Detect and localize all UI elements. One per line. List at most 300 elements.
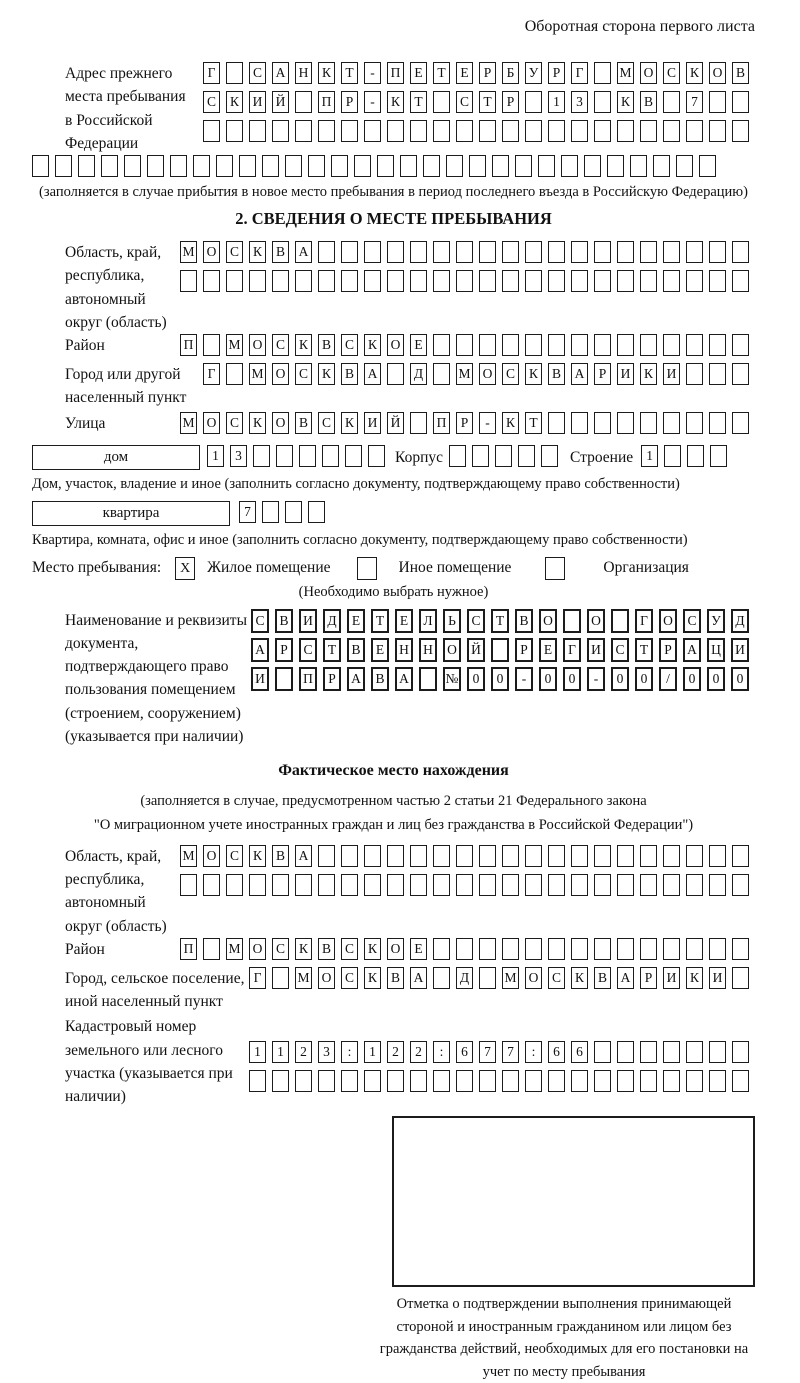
char-cell[interactable]: В [371,667,389,691]
char-cell[interactable] [299,445,316,467]
char-cell[interactable]: С [548,967,565,989]
char-cell[interactable] [617,412,634,434]
char-cell[interactable]: Р [323,667,341,691]
char-cell[interactable] [226,874,243,896]
char-cell[interactable] [341,241,358,263]
char-cell[interactable] [617,874,634,896]
char-cell[interactable]: О [525,967,542,989]
char-cell[interactable] [709,1070,726,1092]
char-cell[interactable] [709,91,726,113]
char-cell[interactable]: Г [203,62,220,84]
char-cell[interactable] [617,120,634,142]
char-cell[interactable]: № [443,667,461,691]
char-cell[interactable] [686,1070,703,1092]
char-cell[interactable] [686,120,703,142]
char-cell[interactable]: М [226,334,243,356]
char-cell[interactable] [732,967,749,989]
char-cell[interactable]: М [180,241,197,263]
char-cell[interactable]: 1 [364,1041,381,1063]
char-cell[interactable] [479,270,496,292]
char-cell[interactable]: О [318,967,335,989]
char-cell[interactable]: А [295,241,312,263]
checkbox-organizacia[interactable] [545,557,565,580]
char-cell[interactable] [732,120,749,142]
char-cell[interactable]: М [226,938,243,960]
char-cell[interactable]: Н [295,62,312,84]
char-cell[interactable]: В [515,609,533,633]
char-cell[interactable]: Е [456,62,473,84]
char-cell[interactable] [617,334,634,356]
char-cell[interactable] [709,1041,726,1063]
char-cell[interactable]: К [502,412,519,434]
char-cell[interactable] [491,638,509,662]
char-cell[interactable]: - [479,412,496,434]
char-cell[interactable]: С [341,938,358,960]
char-cell[interactable] [318,845,335,867]
char-cell[interactable] [571,845,588,867]
char-cell[interactable] [525,874,542,896]
char-cell[interactable] [479,845,496,867]
char-cell[interactable]: С [611,638,629,662]
char-cell[interactable] [663,874,680,896]
char-cell[interactable] [456,845,473,867]
char-cell[interactable]: С [299,638,317,662]
checkbox-zhiloe[interactable]: X [175,557,195,580]
char-cell[interactable]: 1 [207,445,224,467]
char-cell[interactable] [594,1070,611,1092]
char-cell[interactable] [709,363,726,385]
char-cell[interactable] [308,501,325,523]
char-cell[interactable] [676,155,693,177]
char-cell[interactable]: С [251,609,269,633]
char-cell[interactable]: В [272,241,289,263]
char-cell[interactable] [410,241,427,263]
char-cell[interactable] [640,1070,657,1092]
char-cell[interactable] [295,270,312,292]
char-cell[interactable]: Н [419,638,437,662]
char-cell[interactable]: И [663,363,680,385]
char-cell[interactable] [687,445,704,467]
char-cell[interactable]: Т [410,91,427,113]
char-cell[interactable]: О [272,412,289,434]
char-cell[interactable] [686,874,703,896]
char-cell[interactable]: К [318,62,335,84]
char-cell[interactable] [78,155,95,177]
char-cell[interactable] [617,845,634,867]
char-cell[interactable] [502,120,519,142]
char-cell[interactable] [203,334,220,356]
char-cell[interactable] [469,155,486,177]
char-cell[interactable] [318,241,335,263]
char-cell[interactable]: Р [594,363,611,385]
char-cell[interactable]: С [226,845,243,867]
char-cell[interactable]: 3 [318,1041,335,1063]
char-cell[interactable]: Д [731,609,749,633]
char-cell[interactable]: 0 [491,667,509,691]
char-cell[interactable] [479,938,496,960]
char-cell[interactable] [686,938,703,960]
char-cell[interactable] [732,874,749,896]
char-cell[interactable]: Р [548,62,565,84]
char-cell[interactable] [180,270,197,292]
char-cell[interactable] [318,120,335,142]
char-cell[interactable]: П [180,334,197,356]
char-cell[interactable] [345,445,362,467]
char-cell[interactable] [525,938,542,960]
char-cell[interactable]: В [387,967,404,989]
char-cell[interactable] [479,241,496,263]
char-cell[interactable] [548,334,565,356]
char-cell[interactable] [364,241,381,263]
char-cell[interactable] [479,120,496,142]
char-cell[interactable] [272,120,289,142]
char-cell[interactable] [502,270,519,292]
char-cell[interactable]: С [663,62,680,84]
char-cell[interactable] [732,270,749,292]
char-cell[interactable]: А [395,667,413,691]
char-cell[interactable]: А [251,638,269,662]
char-cell[interactable] [709,845,726,867]
char-cell[interactable]: Е [410,334,427,356]
char-cell[interactable]: С [502,363,519,385]
char-cell[interactable]: Т [479,91,496,113]
char-cell[interactable] [611,609,629,633]
char-cell[interactable] [525,241,542,263]
char-cell[interactable]: О [203,241,220,263]
char-cell[interactable]: Й [387,412,404,434]
char-cell[interactable] [663,334,680,356]
char-cell[interactable] [732,1041,749,1063]
char-cell[interactable]: Р [275,638,293,662]
char-cell[interactable] [548,412,565,434]
char-cell[interactable] [710,445,727,467]
char-cell[interactable] [525,845,542,867]
char-cell[interactable] [640,938,657,960]
char-cell[interactable] [663,1070,680,1092]
char-cell[interactable] [686,1041,703,1063]
char-cell[interactable]: О [249,938,266,960]
char-cell[interactable] [571,412,588,434]
char-cell[interactable] [548,845,565,867]
char-cell[interactable]: 2 [410,1041,427,1063]
char-cell[interactable] [525,334,542,356]
char-cell[interactable] [216,155,233,177]
char-cell[interactable]: П [180,938,197,960]
char-cell[interactable]: О [709,62,726,84]
char-cell[interactable]: Г [249,967,266,989]
char-cell[interactable]: Т [525,412,542,434]
char-cell[interactable]: 7 [502,1041,519,1063]
char-cell[interactable] [387,120,404,142]
char-cell[interactable] [193,155,210,177]
char-cell[interactable] [203,938,220,960]
char-cell[interactable]: 0 [635,667,653,691]
char-cell[interactable]: М [249,363,266,385]
char-cell[interactable] [518,445,535,467]
char-cell[interactable] [387,845,404,867]
char-cell[interactable] [538,155,555,177]
char-cell[interactable] [502,874,519,896]
char-cell[interactable]: 7 [239,501,256,523]
char-cell[interactable] [410,270,427,292]
char-cell[interactable]: В [318,334,335,356]
char-cell[interactable] [686,412,703,434]
char-cell[interactable]: 1 [641,445,658,467]
char-cell[interactable]: Т [323,638,341,662]
char-cell[interactable] [594,270,611,292]
char-cell[interactable] [479,874,496,896]
char-cell[interactable]: Г [563,638,581,662]
char-cell[interactable] [410,120,427,142]
char-cell[interactable]: 6 [571,1041,588,1063]
char-cell[interactable]: О [387,938,404,960]
char-cell[interactable] [368,445,385,467]
char-cell[interactable]: В [594,967,611,989]
char-cell[interactable]: Т [341,62,358,84]
char-cell[interactable]: 7 [479,1041,496,1063]
char-cell[interactable] [295,120,312,142]
char-cell[interactable]: Р [659,638,677,662]
char-cell[interactable] [584,155,601,177]
char-cell[interactable] [732,334,749,356]
char-cell[interactable] [295,1070,312,1092]
char-cell[interactable] [419,667,437,691]
char-cell[interactable] [410,1070,427,1092]
char-cell[interactable] [571,1070,588,1092]
char-cell[interactable] [686,845,703,867]
char-cell[interactable] [732,845,749,867]
char-cell[interactable] [433,241,450,263]
char-cell[interactable]: К [295,334,312,356]
char-cell[interactable]: В [318,938,335,960]
char-cell[interactable]: А [683,638,701,662]
char-cell[interactable]: М [180,412,197,434]
char-cell[interactable]: 7 [686,91,703,113]
char-cell[interactable] [548,874,565,896]
char-cell[interactable] [686,334,703,356]
char-cell[interactable] [617,1041,634,1063]
char-cell[interactable]: Р [341,91,358,113]
char-cell[interactable] [732,91,749,113]
char-cell[interactable] [640,241,657,263]
char-cell[interactable]: - [364,62,381,84]
char-cell[interactable] [502,938,519,960]
char-cell[interactable] [203,120,220,142]
char-cell[interactable] [525,1070,542,1092]
char-cell[interactable] [515,155,532,177]
char-cell[interactable]: И [364,412,381,434]
char-cell[interactable]: О [479,363,496,385]
char-cell[interactable] [318,270,335,292]
char-cell[interactable] [331,155,348,177]
char-cell[interactable]: С [318,412,335,434]
char-cell[interactable]: - [587,667,605,691]
char-cell[interactable] [433,1070,450,1092]
char-cell[interactable] [571,241,588,263]
char-cell[interactable]: О [249,334,266,356]
char-cell[interactable]: С [272,938,289,960]
char-cell[interactable]: Е [395,609,413,633]
char-cell[interactable]: Г [635,609,653,633]
char-cell[interactable] [276,445,293,467]
char-cell[interactable] [502,845,519,867]
char-cell[interactable] [472,445,489,467]
char-cell[interactable] [341,874,358,896]
char-cell[interactable]: Д [410,363,427,385]
char-cell[interactable]: 0 [707,667,725,691]
char-cell[interactable]: Р [640,967,657,989]
char-cell[interactable]: К [249,845,266,867]
char-cell[interactable] [354,155,371,177]
char-cell[interactable]: В [272,845,289,867]
char-cell[interactable] [226,62,243,84]
char-cell[interactable] [262,501,279,523]
char-cell[interactable] [364,120,381,142]
char-cell[interactable]: 0 [731,667,749,691]
char-cell[interactable]: С [683,609,701,633]
char-cell[interactable]: / [659,667,677,691]
char-cell[interactable] [663,845,680,867]
char-cell[interactable] [433,938,450,960]
char-cell[interactable] [180,874,197,896]
char-cell[interactable]: Л [419,609,437,633]
char-cell[interactable]: К [571,967,588,989]
char-cell[interactable] [446,155,463,177]
char-cell[interactable]: 3 [571,91,588,113]
char-cell[interactable] [249,1070,266,1092]
char-cell[interactable]: А [364,363,381,385]
char-cell[interactable] [732,938,749,960]
char-cell[interactable]: К [686,967,703,989]
char-cell[interactable] [617,1070,634,1092]
char-cell[interactable] [709,938,726,960]
char-cell[interactable] [686,363,703,385]
char-cell[interactable]: С [456,91,473,113]
char-cell[interactable]: Р [479,62,496,84]
char-cell[interactable]: Т [491,609,509,633]
char-cell[interactable] [364,270,381,292]
char-cell[interactable] [594,412,611,434]
char-cell[interactable] [640,845,657,867]
char-cell[interactable]: К [640,363,657,385]
char-cell[interactable] [663,270,680,292]
char-cell[interactable]: Е [539,638,557,662]
char-cell[interactable] [571,120,588,142]
char-cell[interactable] [663,938,680,960]
char-cell[interactable] [663,241,680,263]
char-cell[interactable] [272,270,289,292]
char-cell[interactable] [548,1070,565,1092]
char-cell[interactable]: В [341,363,358,385]
char-cell[interactable] [275,667,293,691]
char-cell[interactable]: В [640,91,657,113]
char-cell[interactable] [640,412,657,434]
char-cell[interactable]: М [617,62,634,84]
char-cell[interactable] [594,874,611,896]
char-cell[interactable]: Н [395,638,413,662]
char-cell[interactable]: 0 [563,667,581,691]
char-cell[interactable]: К [686,62,703,84]
char-cell[interactable] [548,120,565,142]
char-cell[interactable] [364,1070,381,1092]
char-cell[interactable] [594,91,611,113]
char-cell[interactable] [295,874,312,896]
char-cell[interactable] [456,241,473,263]
char-cell[interactable]: С [341,967,358,989]
char-cell[interactable] [249,874,266,896]
char-cell[interactable]: И [663,967,680,989]
char-cell[interactable] [479,1070,496,1092]
char-cell[interactable]: П [299,667,317,691]
char-cell[interactable] [663,120,680,142]
char-cell[interactable] [400,155,417,177]
char-cell[interactable]: Г [571,62,588,84]
char-cell[interactable] [341,1070,358,1092]
char-cell[interactable] [594,938,611,960]
char-cell[interactable] [630,155,647,177]
char-cell[interactable] [548,241,565,263]
char-cell[interactable] [433,91,450,113]
char-cell[interactable] [663,1041,680,1063]
char-cell[interactable]: Е [410,938,427,960]
char-cell[interactable] [226,363,243,385]
char-cell[interactable] [617,938,634,960]
char-cell[interactable] [640,334,657,356]
char-cell[interactable] [640,874,657,896]
char-cell[interactable] [686,241,703,263]
char-cell[interactable] [732,363,749,385]
char-cell[interactable]: 0 [611,667,629,691]
char-cell[interactable]: В [732,62,749,84]
char-cell[interactable]: И [731,638,749,662]
char-cell[interactable]: К [364,938,381,960]
char-cell[interactable] [502,1070,519,1092]
char-cell[interactable] [709,270,726,292]
char-cell[interactable] [253,445,270,467]
char-cell[interactable]: О [659,609,677,633]
char-cell[interactable]: М [295,967,312,989]
char-cell[interactable] [732,241,749,263]
char-cell[interactable]: М [502,967,519,989]
char-cell[interactable]: О [203,412,220,434]
char-cell[interactable] [686,270,703,292]
char-cell[interactable] [449,445,466,467]
char-cell[interactable]: - [515,667,533,691]
char-cell[interactable] [541,445,558,467]
char-cell[interactable]: С [226,241,243,263]
char-cell[interactable] [561,155,578,177]
char-cell[interactable] [387,270,404,292]
char-cell[interactable]: К [364,334,381,356]
char-cell[interactable] [377,155,394,177]
char-cell[interactable]: К [617,91,634,113]
char-cell[interactable] [341,120,358,142]
char-cell[interactable] [147,155,164,177]
char-cell[interactable]: О [587,609,605,633]
char-cell[interactable]: А [347,667,365,691]
char-cell[interactable]: С [226,412,243,434]
char-cell[interactable]: С [341,334,358,356]
char-cell[interactable]: У [707,609,725,633]
char-cell[interactable] [525,270,542,292]
char-cell[interactable]: Т [433,62,450,84]
char-cell[interactable] [663,91,680,113]
char-cell[interactable] [433,845,450,867]
checkbox-inoe[interactable] [357,557,377,580]
char-cell[interactable]: Р [502,91,519,113]
char-cell[interactable]: С [249,62,266,84]
char-cell[interactable]: О [272,363,289,385]
